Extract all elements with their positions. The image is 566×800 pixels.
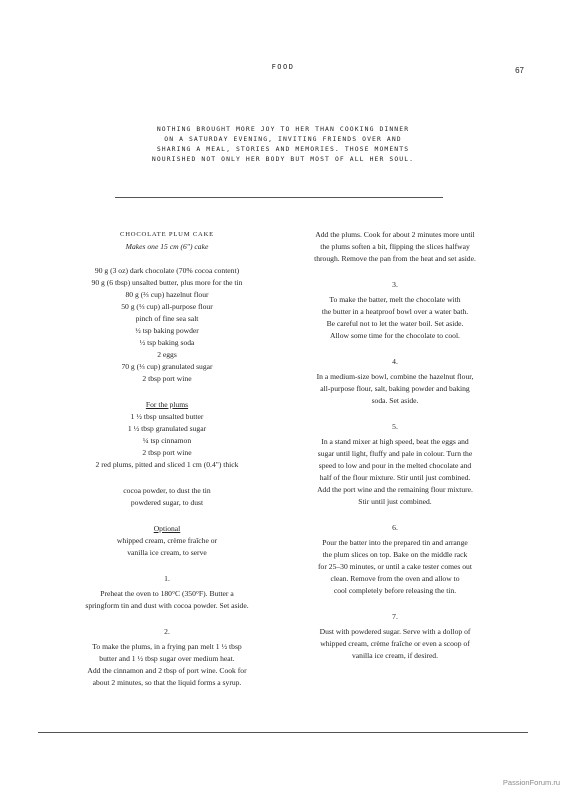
plum-ingredient: ¼ tsp cinnamon xyxy=(142,436,192,445)
step-text: Add the plums. Cook for about 2 minutes more until xyxy=(315,230,475,239)
step-text: springform tin and dust with cocoa powder. Set aside. xyxy=(85,601,249,610)
page-number: 67 xyxy=(515,66,524,75)
ingredient: 50 g (⅓ cup) all-purpose flour xyxy=(121,302,213,311)
intro-line: ON A SATURDAY EVENING, INVITING FRIENDS OVER AND xyxy=(164,135,402,143)
optional-item: whipped cream, crème fraîche or xyxy=(116,536,218,545)
dusting-item: cocoa powder, to dust the tin xyxy=(123,486,211,495)
step-number: 5. xyxy=(392,422,398,431)
right-column xyxy=(275,229,515,662)
step-text: To make the plums, in a frying pan melt 1 ½ tbsp xyxy=(92,642,242,651)
step-text: the butter in a heatproof bowl over a water bath. xyxy=(321,307,469,316)
plum-ingredient: 1 ½ tbsp unsalted butter xyxy=(130,412,204,421)
intro-line: NOURISHED NOT ONLY HER BODY BUT MOST OF ALL HER SOUL. xyxy=(151,155,415,163)
step-text: the plum slices on top. Bake on the middle rack xyxy=(322,550,468,559)
ingredient: ½ tsp baking soda xyxy=(139,338,195,347)
ingredient: 2 tbsp port wine xyxy=(142,374,192,383)
step-text: Add the cinnamon and 2 tbsp of port wine. Cook for xyxy=(87,666,247,675)
step-number: 6. xyxy=(392,523,398,532)
ingredient: ½ tsp baking powder xyxy=(135,326,199,335)
step-text: cool completely before releasing the tin. xyxy=(333,586,457,595)
ingredient: 70 g (⅓ cup) granulated sugar xyxy=(121,362,213,371)
step-text: for 25–30 minutes, or until a cake tester comes out xyxy=(318,562,472,571)
step-text: Dust with powdered sugar. Serve with a dollop of xyxy=(319,627,471,636)
ingredient: 90 g (6 tbsp) unsalted butter, plus more for the tin xyxy=(91,278,243,287)
intro-line: NOTHING BROUGHT MORE JOY TO HER THAN COOKING DINNER xyxy=(156,125,410,133)
ingredient: 90 g (3 oz) dark chocolate (70% cocoa content) xyxy=(94,266,240,275)
ingredient: pinch of fine sea salt xyxy=(135,314,199,323)
step-text: Pour the batter into the prepared tin and arrange xyxy=(322,538,468,547)
dusting-item: powdered sugar, to dust xyxy=(130,498,204,507)
step-number: 3. xyxy=(392,280,398,289)
intro-quote xyxy=(100,124,466,164)
optional-heading: Optional xyxy=(153,524,181,533)
step-text: To make the batter, melt the chocolate with xyxy=(329,295,461,304)
step-text: Add the port wine and the remaining flour mixture. xyxy=(317,485,473,494)
plum-ingredient: 2 tbsp port wine xyxy=(142,448,192,457)
plum-ingredient: 1 ½ tbsp granulated sugar xyxy=(127,424,207,433)
step-number: 4. xyxy=(392,357,398,366)
optional-item: vanilla ice cream, to serve xyxy=(127,548,207,557)
step-number: 2. xyxy=(164,627,170,636)
step-text: through. Remove the pan from the heat and set aside. xyxy=(314,254,476,263)
plum-ingredient: 2 red plums, pitted and sliced 1 cm (0.4") thick xyxy=(95,460,239,469)
ingredient: 80 g (⅔ cup) hazelnut flour xyxy=(125,290,209,299)
watermark: PassionForum.ru xyxy=(502,778,560,787)
step-text: Be careful not to let the water boil. Set aside. xyxy=(326,319,464,328)
left-column xyxy=(52,229,282,689)
step-text: Allow some time for the chocolate to cool. xyxy=(330,331,460,340)
step-number: 7. xyxy=(392,612,398,621)
top-divider xyxy=(115,197,443,198)
step-text: In a stand mixer at high speed, beat the eggs and xyxy=(321,437,469,446)
step-text: speed to low and pour in the melted chocolate and xyxy=(318,461,472,470)
recipe-title: CHOCOLATE PLUM CAKE xyxy=(120,231,214,238)
step-text: vanilla ice cream, if desired. xyxy=(351,651,439,660)
bottom-divider xyxy=(38,732,528,733)
ingredient: 2 eggs xyxy=(157,350,177,359)
intro-line: SHARING A MEAL, STORIES AND MEMORIES. THOSE MOMENTS xyxy=(156,145,410,153)
step-text: sugar until light, fluffy and pale in colour. Turn the xyxy=(317,449,473,458)
step-text: In a medium-size bowl, combine the hazelnut flour, xyxy=(316,372,474,381)
step-text: about 2 minutes, so that the liquid forms a syrup. xyxy=(92,678,242,687)
step-text: half of the flour mixture. Stir until just combined. xyxy=(319,473,471,482)
section-label: FOOD xyxy=(271,63,295,71)
step-text: butter and 1 ½ tbsp sugar over medium heat. xyxy=(99,654,235,663)
step-text: Stir until just combined. xyxy=(358,497,432,506)
step-text: the plums soften a bit, flipping the slices halfway xyxy=(320,242,470,251)
step-text: Preheat the oven to 180°C (350°F). Butter a xyxy=(100,589,234,598)
step-text: all-purpose flour, salt, baking powder and baking xyxy=(320,384,470,393)
step-number: 1. xyxy=(164,574,170,583)
step-text: whipped cream, crème fraîche or even a scoop of xyxy=(320,639,470,648)
recipe-yield: Makes one 15 cm (6") cake xyxy=(125,242,209,251)
step-text: clean. Remove from the oven and allow to xyxy=(330,574,460,583)
plums-heading: For the plums xyxy=(145,400,189,409)
step-text: soda. Set aside. xyxy=(371,396,419,405)
